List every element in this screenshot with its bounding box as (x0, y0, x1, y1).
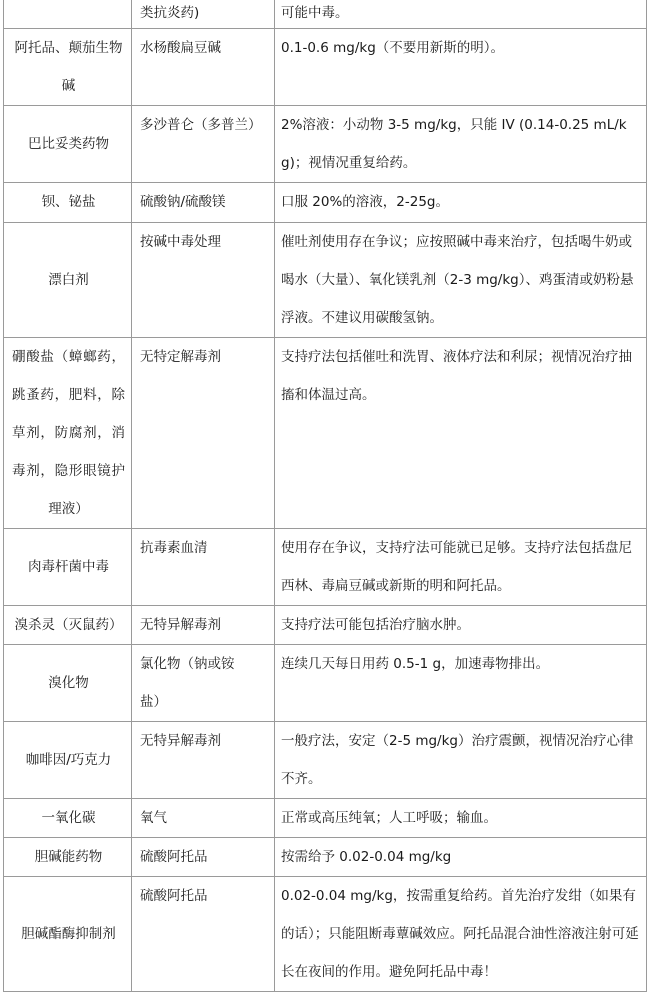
treatment-cell: 按需给予 0.02-0.04 mg/kg (275, 837, 647, 876)
poison-cell: 硼酸盐（蟑螂药，跳蚤药，肥料，除草剂，防腐剂，消毒剂，隐形眼镜护理液） (4, 337, 132, 528)
treatment-cell: 0.1-0.6 mg/kg（不要用新斯的明）。 (275, 28, 647, 105)
treatment-cell: 2%溶液：小动物 3-5 mg/kg，只能 IV (0.14-0.25 mL/kg)；视情况重复给药。 (275, 105, 647, 182)
poison-cell: 肉毒杆菌中毒 (4, 528, 132, 605)
table-row (4, 528, 647, 605)
antidote-cell: 多沙普仑（多普兰） (132, 105, 275, 182)
poison-cell (4, 0, 132, 28)
treatment-cell: 正常或高压纯氧；人工呼吸；输血。 (275, 798, 647, 837)
poison-cell: 溴杀灵（灭鼠药） (4, 605, 132, 644)
treatment-cell: 使用存在争议，支持疗法可能就已足够。支持疗法包括盘尼西林、毒扁豆碱或新斯的明和阿托品。 (275, 528, 647, 605)
antidote-cell: 抗毒素血清 (132, 528, 275, 605)
poison-cell: 胆碱能药物 (4, 837, 132, 876)
treatment-cell: 可能中毒。 (275, 0, 647, 28)
treatment-cell: 0.02-0.04 mg/kg，按需重复给药。首先治疗发绀（如果有的话）；只能阻断毒蕈碱效应。阿托品混合油性溶液注射可延长在夜间的作用。避免阿托品中毒！ (275, 876, 647, 991)
poison-antidote-table (3, 0, 647, 992)
treatment-cell: 连续几天每日用药 0.5-1 g，加速毒物排出。 (275, 644, 647, 721)
antidote-cell: 无特定解毒剂 (132, 337, 275, 528)
treatment-cell: 催吐剂使用存在争议；应按照碱中毒来治疗，包括喝牛奶或喝水（大量）、氧化镁乳剂（2-3 mg/kg）、鸡蛋清或奶粉悬浮液。不建议用碳酸氢钠。 (275, 222, 647, 337)
table-row (4, 876, 647, 991)
antidote-cell: 类抗炎药) (132, 0, 275, 28)
table-row (4, 222, 647, 337)
poison-cell: 钡、铋盐 (4, 182, 132, 222)
antidote-cell: 氧气 (132, 798, 275, 837)
table-row (4, 798, 647, 837)
treatment-cell: 支持疗法包括催吐和洗胃、液体疗法和利尿；视情况治疗抽搐和体温过高。 (275, 337, 647, 528)
antidote-cell: 无特异解毒剂 (132, 605, 275, 644)
poison-cell: 阿托品、颠茄生物碱 (4, 28, 132, 105)
antidote-cell: 硫酸阿托品 (132, 837, 275, 876)
antidote-cell: 按碱中毒处理 (132, 222, 275, 337)
table-row (4, 105, 647, 182)
table-row (4, 644, 647, 721)
table-row (4, 182, 647, 222)
treatment-cell: 口服 20%的溶液，2-25g。 (275, 182, 647, 222)
poison-cell: 溴化物 (4, 644, 132, 721)
poison-cell: 漂白剂 (4, 222, 132, 337)
table-row (4, 837, 647, 876)
treatment-cell: 支持疗法可能包括治疗脑水肿。 (275, 605, 647, 644)
antidote-cell: 硫酸阿托品 (132, 876, 275, 991)
antidote-cell: 水杨酸扁豆碱 (132, 28, 275, 105)
poison-cell: 胆碱酯酶抑制剂 (4, 876, 132, 991)
table-row (4, 605, 647, 644)
table-row (4, 0, 647, 28)
poison-cell: 巴比妥类药物 (4, 105, 132, 182)
antidote-cell: 氯化物（钠或铵盐） (132, 644, 275, 721)
treatment-cell: 一般疗法，安定（2-5 mg/kg）治疗震颤，视情况治疗心律不齐。 (275, 721, 647, 798)
antidote-cell: 无特异解毒剂 (132, 721, 275, 798)
table-row (4, 28, 647, 105)
poison-cell: 一氧化碳 (4, 798, 132, 837)
poison-cell: 咖啡因/巧克力 (4, 721, 132, 798)
table-row (4, 337, 647, 528)
antidote-cell: 硫酸钠/硫酸镁 (132, 182, 275, 222)
table-row (4, 721, 647, 798)
